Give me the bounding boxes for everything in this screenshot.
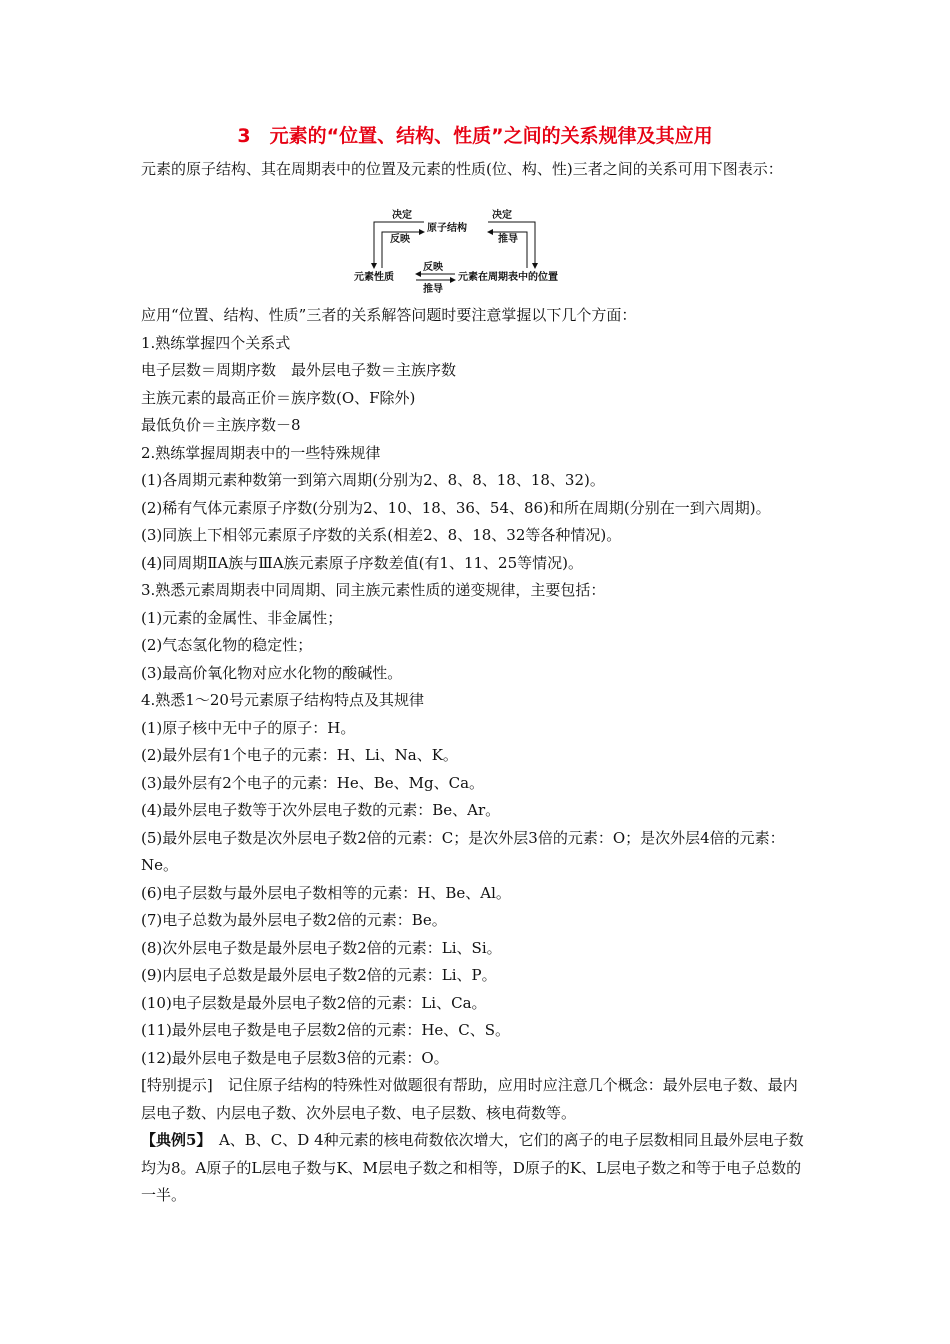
text-line: (3)同族上下相邻元素原子序数的关系(相差2、8、18、32等各种情况)。 <box>141 526 622 544</box>
section-heading-3: 3.熟悉元素周期表中同周期、同主族元素性质的递变规律，主要包括： <box>141 581 606 599</box>
text-line: (8)次外层电子数是最外层电子数2倍的元素：Li、Si。 <box>141 938 502 957</box>
intro-paragraph <box>141 156 811 184</box>
example-text: A、B、C、D 4种元素的核电荷数依次增大，它们的离子的电子层数相同且最外层电子数均为8。A原子的L层电子数与K、M层电子数之和相等，D原子的K、L层电子数之和等于电子总数的一半。 <box>141 1131 804 1204</box>
text-line: (3)最外层有2个电子的元素：He、Be、Mg、Ca。 <box>141 773 485 792</box>
relationship-diagram-svg <box>352 208 602 294</box>
text-line: (7)电子总数为最外层电子数2倍的元素：Be。 <box>141 911 447 929</box>
label-top-left: 决定 <box>392 210 412 221</box>
label-bottom-top: 反映 <box>423 262 443 273</box>
section-heading-2: 2.熟练掌握周期表中的一些特殊规律 <box>141 443 381 462</box>
text-line: 主族元素的最高正价＝族序数(O、F除外) <box>141 388 416 407</box>
text-line: 电子层数＝周期序数 最外层电子数＝主族序数 <box>141 361 457 379</box>
label-top-right: 决定 <box>492 210 512 221</box>
text-line: (2)稀有气体元素原子序数(分别为2、10、18、36、54、86)和所在周期(分别在一到六周期)。 <box>141 498 771 517</box>
relationship-diagram <box>352 208 602 294</box>
text-line: (1)元素的金属性、非金属性； <box>141 608 343 627</box>
text-line: (2)气态氢化物的稳定性； <box>141 636 313 654</box>
intro-text: 元素的原子结构、其在周期表中的位置及元素的性质(位、构、性)三者之间的关系可用下图表示： <box>141 160 783 178</box>
bottom-left-node: 元素性质 <box>354 272 394 283</box>
text-line: (1)原子核中无中子的原子：H。 <box>141 718 356 737</box>
example-paragraph <box>141 1127 811 1210</box>
text-line: (4)同周期ⅡA族与ⅢA族元素原子序数差值(有1、11、25等情况)。 <box>141 553 583 572</box>
section-heading-4: 4.熟悉1～20号元素原子结构特点及其规律 <box>141 691 424 709</box>
text-line: (9)内层电子总数是最外层电子数2倍的元素：Li、P。 <box>141 966 497 984</box>
label-inner-left: 反映 <box>390 234 410 245</box>
example-label: 【典例5】 <box>141 1131 204 1149</box>
text-line: (12)最外层电子数是电子层数3倍的元素：O。 <box>141 1048 449 1067</box>
text-line: 最低负价＝主族序数－8 <box>141 416 301 434</box>
special-tip: [特别提示] 记住原子结构的特殊性对做题很有帮助，应用时应注意几个概念：最外层电子数、最内层电子数、内层电子数、次外层电子数、电子层数、核电荷数等。 <box>141 1076 798 1122</box>
center-node: 原子结构 <box>427 223 467 234</box>
body-text <box>141 302 811 1210</box>
section-heading-1: 1.熟练掌握四个关系式 <box>141 333 291 352</box>
text-line: (6)电子层数与最外层电子数相等的元素：H、Be、Al。 <box>141 883 511 902</box>
text-line: (10)电子层数是最外层电子数2倍的元素：Li、Ca。 <box>141 993 487 1012</box>
label-inner-right: 推导 <box>498 234 518 245</box>
page-title: 3 元素的“位置、结构、性质”之间的关系规律及其应用 <box>237 125 713 147</box>
text-line: 应用“位置、结构、性质”三者的关系解答问题时要注意掌握以下几个方面： <box>141 306 637 324</box>
bottom-right-node: 元素在周期表中的位置 <box>458 272 558 283</box>
text-line: (2)最外层有1个电子的元素：H、Li、Na、K。 <box>141 746 458 764</box>
outer-right-arrow <box>488 222 535 268</box>
text-line: (11)最外层电子数是电子层数2倍的元素：He、C、S。 <box>141 1021 511 1039</box>
text-line: (3)最高价氧化物对应水化物的酸碱性。 <box>141 663 403 682</box>
text-line: (1)各周期元素种数第一到第六周期(分别为2、8、8、18、18、32)。 <box>141 471 605 489</box>
text-line: (5)最外层电子数是次外层电子数2倍的元素：C；是次外层3倍的元素：O；是次外层4倍的元素：Ne。 <box>141 828 785 874</box>
label-bottom-bottom: 推导 <box>423 284 443 294</box>
text-line: (4)最外层电子数等于次外层电子数的元素：Be、Ar。 <box>141 801 501 819</box>
